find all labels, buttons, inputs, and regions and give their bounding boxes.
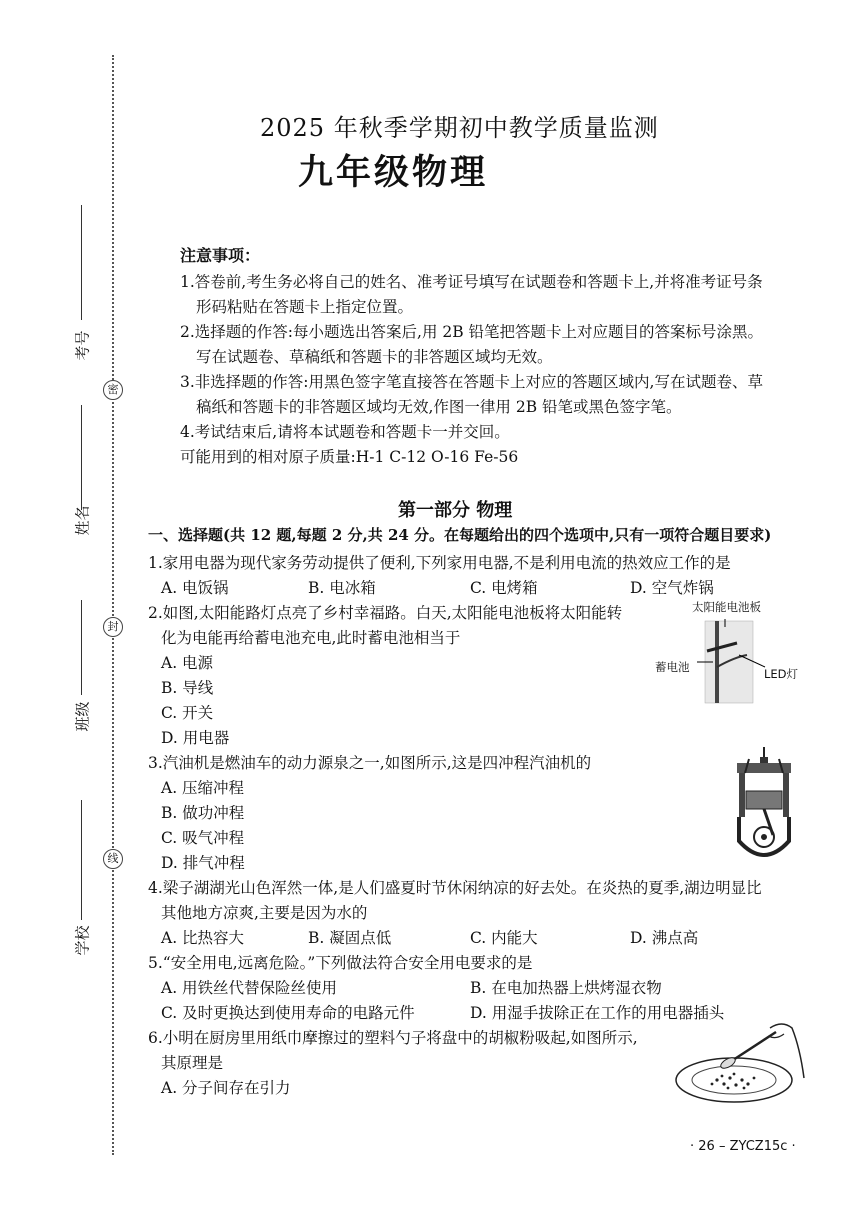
q5-option-a: A. 用铁丝代替保险丝使用 xyxy=(161,979,338,997)
q5-option-c: C. 及时更换达到使用寿命的电路元件 xyxy=(161,1004,415,1022)
q4-option-a: A. 比热容大 xyxy=(161,929,245,947)
class-label: 班级 xyxy=(73,701,92,732)
page-footer: · 26 – ZYCZ15c · xyxy=(690,1139,796,1154)
q1-option-b: B. 电冰箱 xyxy=(308,579,376,597)
q6-stem-1: 6.小明在厨房里用纸巾摩擦过的塑料勺子将盘中的胡椒粉吸起,如图所示, xyxy=(148,1029,638,1047)
name-line xyxy=(81,405,82,510)
q3-option-d: D. 排气冲程 xyxy=(161,854,245,872)
subject-title: 九年级物理 xyxy=(298,152,489,193)
q4-option-c: C. 内能大 xyxy=(470,929,538,947)
part1-heading: 一、选择题(共 12 题,每题 2 分,共 24 分。在每题给出的四个选项中,只有一项符合题目要求) xyxy=(148,526,772,544)
seal-mi: 密 xyxy=(103,380,123,400)
q6-option-a: A. 分子间存在引力 xyxy=(161,1079,291,1097)
exam-title: 2025 年秋季学期初中教学质量监测 xyxy=(260,114,659,142)
q1-option-a: A. 电饭锅 xyxy=(161,579,229,597)
seal-feng: 封 xyxy=(103,617,123,637)
q2-stem-1: 2.如图,太阳能路灯点亮了乡村幸福路。白天,太阳能电池板将太阳能转 xyxy=(148,604,623,622)
notice-line-6: 稿纸和答题卡的非答题区域均无效,作图一律用 2B 铅笔或黑色签字笔。 xyxy=(196,398,682,416)
q5-option-b: B. 在电加热器上烘烤湿衣物 xyxy=(470,979,662,997)
notice-line-2: 形码粘贴在答题卡上指定位置。 xyxy=(196,298,414,316)
q3-option-b: B. 做功冲程 xyxy=(161,804,245,822)
notice-line-4: 写在试题卷、草稿纸和答题卡的非答题区域均无效。 xyxy=(196,348,553,366)
fig-label-battery: 蓄电池 xyxy=(655,660,690,674)
q2-option-b: B. 导线 xyxy=(161,679,214,697)
q5-option-d: D. 用湿手拔除正在工作的用电器插头 xyxy=(470,1004,725,1022)
q2-option-c: C. 开关 xyxy=(161,704,214,722)
q2-stem-2: 化为电能再给蓄电池充电,此时蓄电池相当于 xyxy=(161,629,461,647)
q4-option-d: D. 沸点高 xyxy=(630,929,699,947)
exam-number-label: 考号 xyxy=(73,330,92,361)
q3-option-a: A. 压缩冲程 xyxy=(161,779,245,797)
notice-line-7: 4.考试结束后,请将本试题卷和答题卡一并交回。 xyxy=(180,423,510,441)
school-line xyxy=(81,800,82,920)
q2-option-d: D. 用电器 xyxy=(161,729,230,747)
q4-option-b: B. 凝固点低 xyxy=(308,929,392,947)
q1-option-d: D. 空气炸锅 xyxy=(630,579,714,597)
four-stroke-engine-figure xyxy=(733,745,795,863)
atomic-mass: 可能用到的相对原子质量:H-1 C-12 O-16 Fe-56 xyxy=(180,448,519,466)
name-label: 姓名 xyxy=(73,505,92,536)
fig-label-panel: 太阳能电池板 xyxy=(692,600,761,614)
q4-stem-2: 其他地方凉爽,主要是因为水的 xyxy=(161,904,368,922)
q5-stem: 5.“安全用电,远离危险。”下列做法符合安全用电要求的是 xyxy=(148,954,533,972)
solar-street-light-figure xyxy=(695,615,785,705)
q1-stem: 1.家用电器为现代家务劳动提供了便利,下列家用电器,不是利用电流的热效应工作的是 xyxy=(148,554,731,572)
q3-stem: 3.汽油机是燃油车的动力源泉之一,如图所示,这是四冲程汽油机的 xyxy=(148,754,592,772)
q3-option-c: C. 吸气冲程 xyxy=(161,829,245,847)
q4-stem-1: 4.梁子湖湖光山色浑然一体,是人们盛夏时节休闲纳凉的好去处。在炎热的夏季,湖边明显比 xyxy=(148,879,762,897)
notice-heading: 注意事项： xyxy=(180,246,261,265)
class-line xyxy=(81,600,82,695)
q6-stem-2: 其原理是 xyxy=(161,1054,224,1072)
school-label: 学校 xyxy=(73,925,92,956)
q1-option-c: C. 电烤箱 xyxy=(470,579,538,597)
notice-line-5: 3.非选择题的作答:用黑色签字笔直接答在答题卡上对应的答题区域内,写在试题卷、草 xyxy=(180,373,763,391)
notice-line-1: 1.答卷前,考生务必将自己的姓名、准考证号填写在试题卷和答题卡上,并将准考证号条 xyxy=(180,273,763,291)
exam-number-line xyxy=(81,205,82,320)
q2-option-a: A. 电源 xyxy=(161,654,214,672)
section-title: 第一部分 物理 xyxy=(398,500,513,521)
fig-label-led: LED灯 xyxy=(764,667,799,681)
notice-line-3: 2.选择题的作答:每小题选出答案后,用 2B 铅笔把答题卡上对应题目的答案标号涂黑。 xyxy=(180,323,764,341)
plate-spoon-pepper-figure xyxy=(672,1018,807,1106)
binding-dotted-line xyxy=(112,55,114,1155)
seal-xian: 线 xyxy=(103,849,123,869)
